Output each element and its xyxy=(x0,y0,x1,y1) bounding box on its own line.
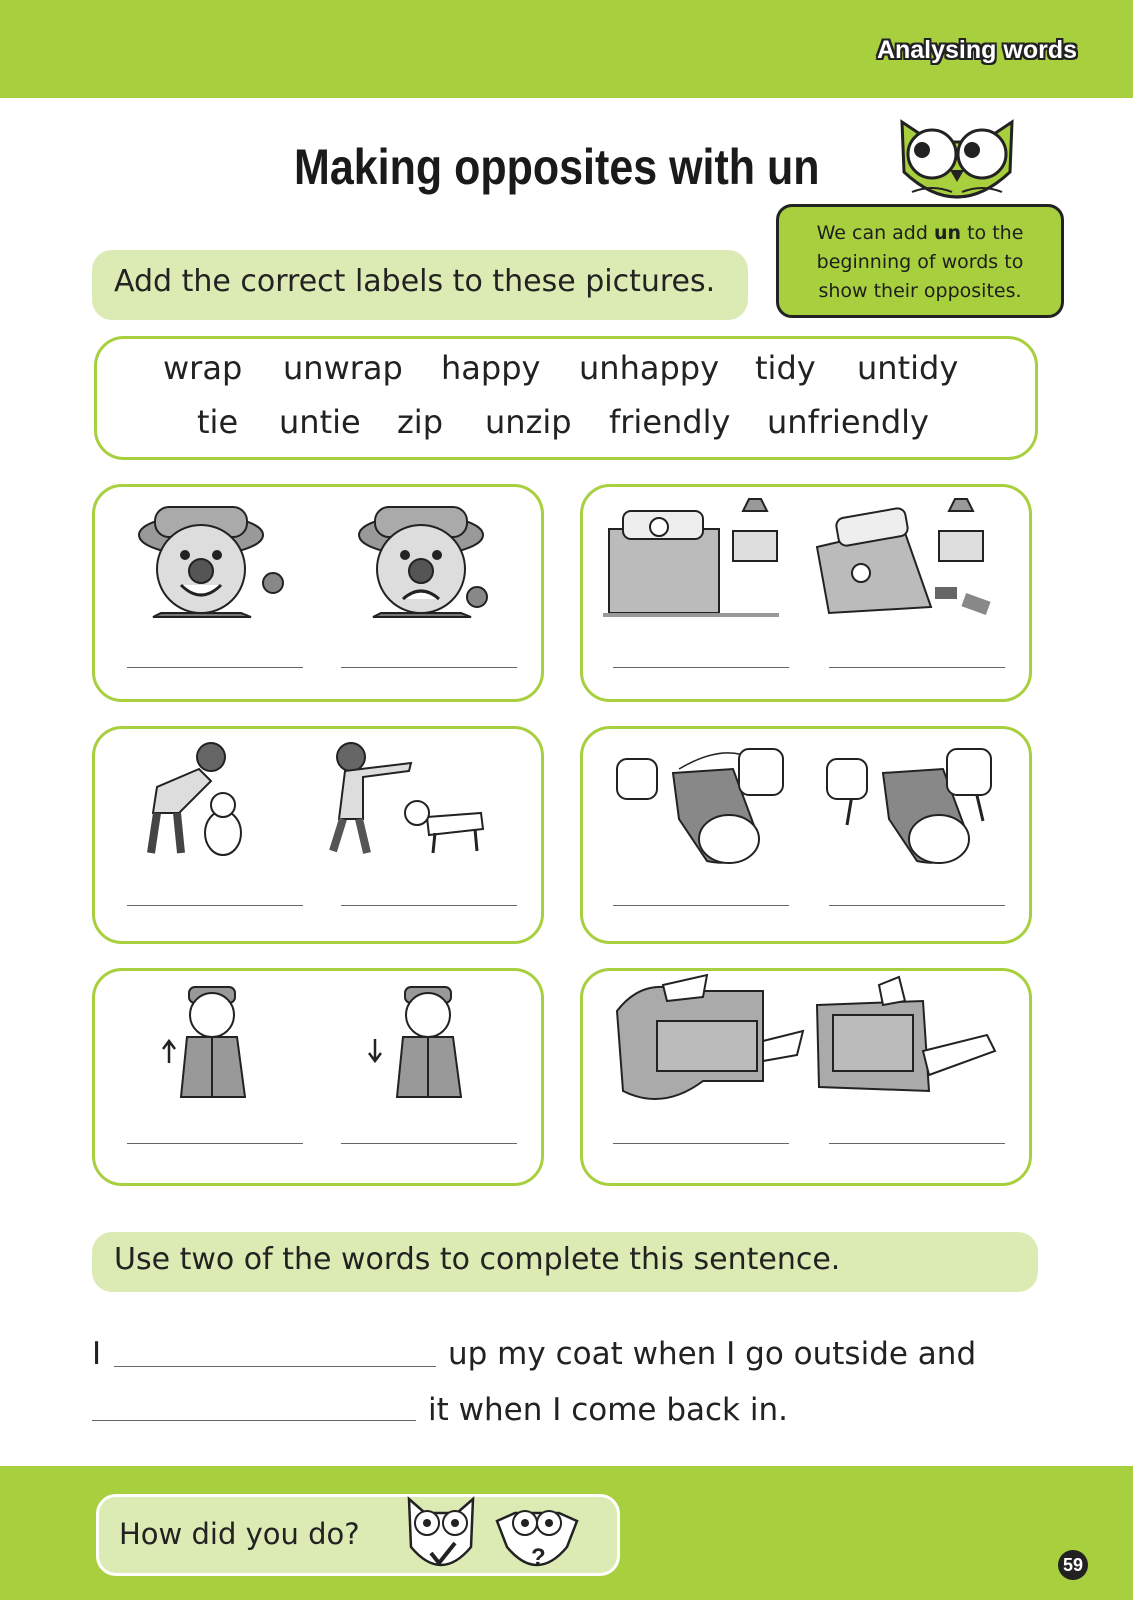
picture-panel-dogs xyxy=(92,726,544,944)
picture-panel-gifts xyxy=(580,968,1032,1186)
answer-line[interactable] xyxy=(341,1143,517,1144)
word-bank-word: happy xyxy=(441,349,541,387)
happy-clown-icon xyxy=(139,507,283,617)
word-bank-word: friendly xyxy=(609,403,731,441)
sentence-start: I xyxy=(92,1336,102,1372)
word-bank-word: zip xyxy=(397,403,443,441)
picture-panel-clowns xyxy=(92,484,544,702)
answer-line[interactable] xyxy=(829,667,1005,668)
answer-line[interactable] xyxy=(829,1143,1005,1144)
self-assessment-label: How did you do? xyxy=(119,1517,360,1551)
word-bank-word: unfriendly xyxy=(767,403,929,441)
sentence-blank-1[interactable] xyxy=(114,1366,436,1367)
svg-text:?: ? xyxy=(531,1544,546,1571)
answer-line[interactable] xyxy=(613,905,789,906)
sentence-end: it when I come back in. xyxy=(428,1392,788,1428)
tip-callout xyxy=(776,204,1064,318)
gift-pictures xyxy=(583,971,1035,1189)
sentence-blank-2[interactable] xyxy=(92,1420,416,1421)
untie-shoe-icon xyxy=(827,749,991,863)
picture-panel-bedrooms xyxy=(580,484,1032,702)
section-tag: Analysing words xyxy=(876,36,1077,64)
tip-text: We can add un to the beginning of words to show their opposites. xyxy=(816,222,1024,302)
self-assessment-box xyxy=(96,1494,620,1576)
instruction-banner-2 xyxy=(92,1232,1038,1292)
answer-line[interactable] xyxy=(127,667,303,668)
answer-line[interactable] xyxy=(613,1143,789,1144)
unfriendly-boy-dog-icon xyxy=(333,743,483,853)
word-bank-word: unwrap xyxy=(283,349,403,387)
word-bank-word: wrap xyxy=(163,349,243,387)
sad-clown-icon xyxy=(359,507,487,617)
untidy-bed-icon xyxy=(817,499,991,615)
unwrap-gift-icon xyxy=(817,977,995,1091)
answer-line[interactable] xyxy=(829,905,1005,906)
owl-question-icon[interactable] xyxy=(495,1491,579,1581)
tie-shoe-icon xyxy=(617,749,783,863)
word-bank-word: unzip xyxy=(485,403,572,441)
picture-panel-coats xyxy=(92,968,544,1186)
coat-pictures xyxy=(95,971,547,1189)
answer-line[interactable] xyxy=(341,667,517,668)
sentence-middle: up my coat when I go outside and xyxy=(448,1336,977,1372)
zip-up-coat-icon xyxy=(163,987,245,1097)
bed-pictures xyxy=(583,487,1035,705)
page-title: Making opposites with un xyxy=(294,139,820,195)
word-bank-word: tidy xyxy=(755,349,816,387)
page-number: 59 xyxy=(1058,1550,1088,1580)
word-bank-word: tie xyxy=(197,403,239,441)
answer-line[interactable] xyxy=(127,1143,303,1144)
instruction-banner xyxy=(92,250,748,320)
dog-pictures xyxy=(95,729,547,947)
answer-line[interactable] xyxy=(341,905,517,906)
word-bank-word: unhappy xyxy=(579,349,720,387)
friendly-boy-dog-icon xyxy=(151,743,241,855)
wrap-gift-icon xyxy=(617,975,803,1099)
instruction-text: Add the correct labels to these pictures. xyxy=(114,264,716,299)
word-bank xyxy=(94,336,1038,460)
tidy-bed-icon xyxy=(603,499,779,617)
answer-line[interactable] xyxy=(613,667,789,668)
clown-pictures xyxy=(95,487,547,705)
owl-tick-icon[interactable] xyxy=(399,1491,483,1581)
unzip-coat-icon xyxy=(369,987,461,1097)
word-bank-word: untidy xyxy=(857,349,959,387)
owl-mascot-icon xyxy=(892,112,1022,212)
word-bank-word: untie xyxy=(279,403,361,441)
shoe-pictures xyxy=(583,729,1035,947)
picture-panel-shoes xyxy=(580,726,1032,944)
instruction-text-2: Use two of the words to complete this sentence. xyxy=(114,1242,841,1277)
answer-line[interactable] xyxy=(127,905,303,906)
